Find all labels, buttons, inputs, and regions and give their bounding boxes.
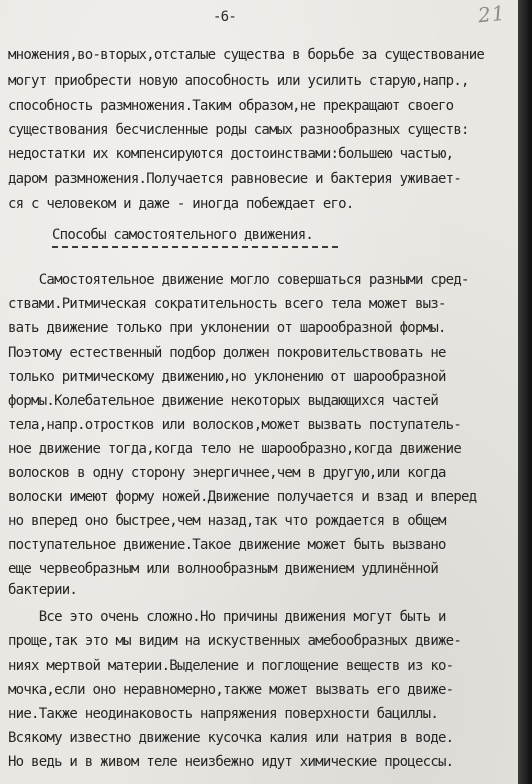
paragraph-2-line-4: Поэтому естественный подбор должен покровительствовать не <box>8 345 446 361</box>
paragraph-3-line-4: мочка,если оно неравномерно,также может вызвать его движе- <box>8 682 454 698</box>
paragraph-3-line-3: ниях мертвой материи.Выделение и поглощение веществ из ко- <box>8 658 454 674</box>
paragraph-2-line-11: но вперед оно быстрее,чем назад,так что рождается в общем <box>8 513 446 529</box>
paragraph-1-line-3: способность размножения.Таким образом,не прекращают своего <box>8 98 454 114</box>
heading-underline <box>52 246 338 248</box>
paragraph-1-line-2: могут приобрести новую апособность или усилить старую,напр., <box>8 73 469 89</box>
paragraph-2-line-13: еще червеобразным или волнообразным движением удлинённой <box>8 561 439 577</box>
paragraph-1-line-6: даром размножения.Получается равновесие и бактерия уживает- <box>8 171 462 187</box>
section-heading: Способы самостоятельного движения. <box>52 227 314 243</box>
paragraph-2-line-7: тела,напр.отростков или волосков,может вызвать поступатель- <box>8 417 462 433</box>
archive-page-mark: 21 <box>476 0 507 28</box>
paragraph-2-line-10: волоски имеют форму ножей.Движение получается и взад и вперед <box>8 489 477 505</box>
paragraph-2-line-3: вать движение только при уклонении от шарообразной формы. <box>8 320 446 336</box>
paragraph-2-line-9: волосков в одну сторону энергичнее,чем в другую,или когда <box>8 465 446 481</box>
paragraph-2-line-6: формы.Колебательное движение некоторых выдающихся частей <box>8 393 439 409</box>
paragraph-2-line-12: поступательное движение.Такое движение может быть вызвано <box>8 537 446 553</box>
paragraph-3-line-1: Все это очень сложно.Но причины движения могут быть и <box>8 609 446 625</box>
paragraph-1-line-1: множения,во-вторых,отсталые существа в борьбе за существование <box>8 47 485 63</box>
paragraph-1-line-5: недостатки их компенсируются достоинствами:большею частью, <box>8 146 454 162</box>
page-number: -6- <box>213 9 237 25</box>
paragraph-1-line-7: ся с человеком и даже - иногда побеждает его. <box>8 196 354 212</box>
paragraph-3-line-6: Всякому известно движение кусочка калия или натрия в воде. <box>8 730 454 746</box>
paragraph-3-line-7: Но ведь и в живом теле неизбежно идут химические процессы. <box>8 754 454 770</box>
paragraph-2-line-8: ное движение тогда,когда тело не шарообразно,когда движение <box>8 441 462 457</box>
paragraph-3-line-2: проще,так это мы видим на искуственных амебообразных движе- <box>8 633 462 649</box>
paragraph-2-line-2: ствами.Ритмическая сократительность всего тела может выз- <box>8 296 446 312</box>
paragraph-2-line-14: бактерии. <box>8 582 78 598</box>
scan-edge-shadow <box>518 0 532 784</box>
paragraph-2-line-5: только ритмическому движению,но уклонению от шарообразной <box>8 369 446 385</box>
paragraph-1-line-4: существования бесчисленные роды самых разнообразных существ: <box>8 122 469 138</box>
paragraph-3-line-5: ние.Также неодинаковость напряжения поверхности бациллы. <box>8 706 439 722</box>
paragraph-2-line-1: Самостоятельное движение могло совершаться разными сред- <box>8 272 469 288</box>
